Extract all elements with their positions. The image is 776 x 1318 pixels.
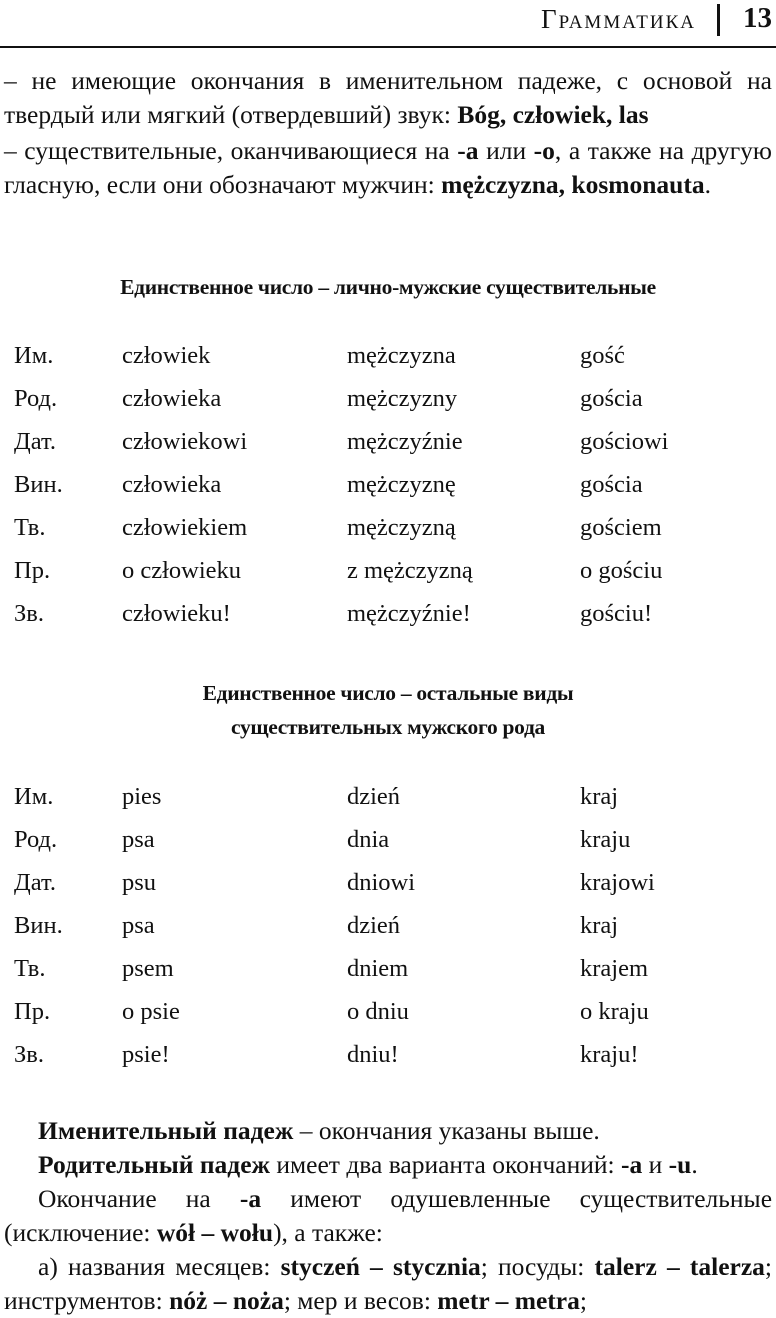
table1-heading: Единственное число – лично-мужские существительные xyxy=(120,275,656,299)
declension-form: gość xyxy=(580,341,625,369)
table-row xyxy=(14,377,730,420)
table-row xyxy=(14,904,730,947)
declension-form: mężczyźnie xyxy=(347,427,463,455)
declension-form: gościa xyxy=(580,384,643,412)
intro-paragraph-1: – не имеющие окончания в именительном падеже, с основой на твердый или мягкий (отвердевший) звук: Bóg, człowiek, las xyxy=(4,66,772,129)
case-label: Тв. xyxy=(14,954,46,982)
case-label: Дат. xyxy=(14,427,56,455)
case-label: Вин. xyxy=(14,911,63,939)
outro-paragraph-genitive: Родительный падеж имеет два варианта окончаний: -a и -u. xyxy=(38,1150,698,1179)
declension-form: o gościu xyxy=(580,556,663,584)
declension-form: kraju! xyxy=(580,1040,639,1068)
header-separator xyxy=(717,4,720,36)
declension-form: dniu! xyxy=(347,1040,399,1068)
declension-form: krajowi xyxy=(580,868,655,896)
declension-form: mężczyźnie! xyxy=(347,599,471,627)
declension-form: gościem xyxy=(580,513,662,541)
declension-form: o psie xyxy=(122,997,180,1025)
table-row xyxy=(14,506,730,549)
declension-form: z mężczyzną xyxy=(347,556,473,584)
case-label: Род. xyxy=(14,384,58,412)
case-label: Род. xyxy=(14,825,58,853)
declension-form: człowiekiem xyxy=(122,513,248,541)
declension-form: człowiekowi xyxy=(122,427,248,455)
table-row xyxy=(14,775,730,818)
declension-form: człowiek xyxy=(122,341,211,369)
declension-form: o dniu xyxy=(347,997,409,1025)
declension-form: o człowieku xyxy=(122,556,242,584)
declension-form: mężczyzną xyxy=(347,513,456,541)
declension-form: kraj xyxy=(580,911,619,939)
table-row xyxy=(14,463,730,506)
declension-form: mężczyznę xyxy=(347,470,456,498)
declension-form: dzień xyxy=(347,782,401,810)
declension-form: mężczyzna xyxy=(347,341,456,369)
table-row xyxy=(14,947,730,990)
declension-form: dniowi xyxy=(347,868,416,896)
case-label: Им. xyxy=(14,782,54,810)
table-row xyxy=(14,990,730,1033)
case-label: Пр. xyxy=(14,997,51,1025)
table-row xyxy=(14,420,730,463)
declension-form: gościowi xyxy=(580,427,669,455)
case-label: Зв. xyxy=(14,1040,44,1068)
declension-table-other-masculine xyxy=(14,775,730,1076)
outro-paragraph-nominative: Именительный падеж – окончания указаны выше. xyxy=(38,1116,600,1145)
declension-form: psu xyxy=(122,868,157,896)
declension-form: dniem xyxy=(347,954,409,982)
declension-form: dnia xyxy=(347,825,390,853)
declension-form: gościu! xyxy=(580,599,653,627)
declension-form: mężczyzny xyxy=(347,384,458,412)
case-label: Им. xyxy=(14,341,54,369)
case-label: Зв. xyxy=(14,599,44,627)
outro-paragraph-ending-a: Окончание на -a имеют одушевленные существительные (исключение: wół – wołu), а также: xyxy=(4,1184,773,1247)
case-label: Пр. xyxy=(14,556,51,584)
declension-form: o kraju xyxy=(580,997,649,1025)
intro-paragraph-2: – существительные, оканчивающиеся на -a или -o, а также на другую гласную, если они обозначают мужчин: mężczyzna, kosmonauta. xyxy=(4,136,772,199)
declension-form: psa xyxy=(122,911,155,939)
declension-form: gościa xyxy=(580,470,643,498)
declension-form: człowieka xyxy=(122,470,222,498)
table-row xyxy=(14,549,730,592)
table-row xyxy=(14,818,730,861)
case-label: Дат. xyxy=(14,868,56,896)
declension-table-personal-masculine xyxy=(14,334,730,635)
declension-form: pies xyxy=(122,782,162,810)
table-row xyxy=(14,1033,730,1076)
table2-heading-line1: Единственное число – остальные виды xyxy=(202,681,574,705)
declension-form: psem xyxy=(122,954,174,982)
table-row xyxy=(14,334,730,377)
outro-paragraph-list-a: а) названия месяцев: styczeń – stycznia; посуды: talerz – talerza; инструментов: nóż – noża; мер и весов: metr – metra; xyxy=(4,1252,772,1315)
declension-form: człowieku! xyxy=(122,599,231,627)
declension-form: kraju xyxy=(580,825,631,853)
table-row xyxy=(14,861,730,904)
table2-heading-line2: существительных мужского рода xyxy=(231,715,545,739)
declension-form: kraj xyxy=(580,782,619,810)
declension-form: krajem xyxy=(580,954,649,982)
case-label: Вин. xyxy=(14,470,63,498)
page-header xyxy=(0,0,776,48)
declension-form: psa xyxy=(122,825,155,853)
table-row xyxy=(14,592,730,635)
running-title: Грамматика xyxy=(540,4,696,34)
declension-form: dzień xyxy=(347,911,401,939)
case-label: Тв. xyxy=(14,513,46,541)
page-number: 13 xyxy=(743,2,772,34)
declension-form: człowieka xyxy=(122,384,222,412)
declension-form: psie! xyxy=(122,1040,170,1068)
